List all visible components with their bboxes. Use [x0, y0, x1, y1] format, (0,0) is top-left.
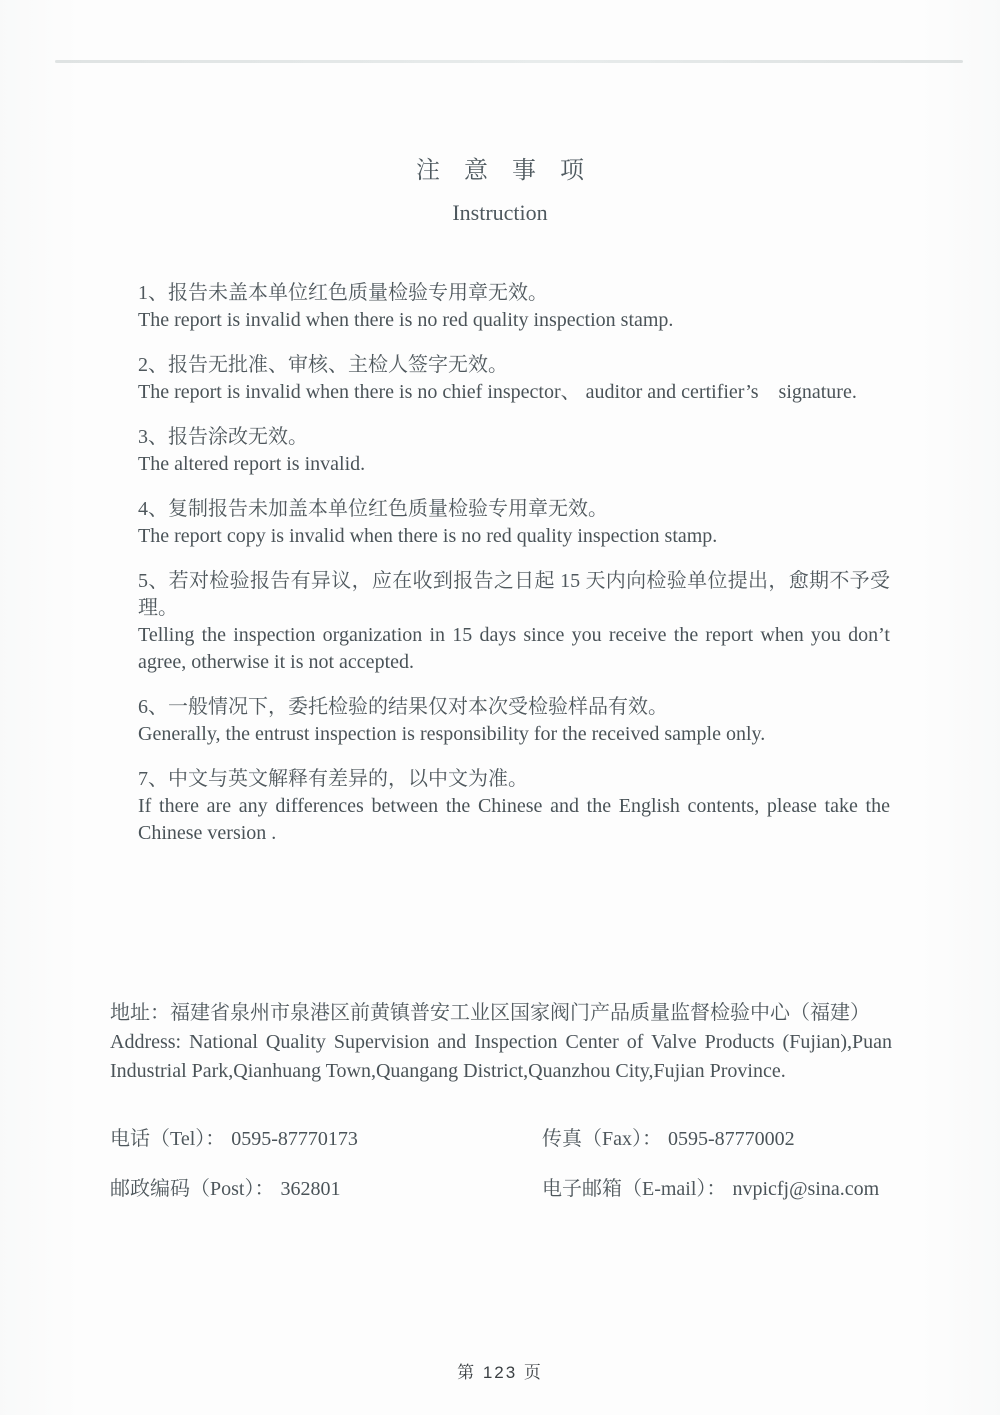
email-field	[542, 1172, 892, 1201]
list-item	[138, 424, 890, 478]
item-5-chinese: 5、若对检验报告有异议，应在收到报告之日起 15 天内向检验单位提出，愈期不予受理。	[138, 570, 890, 619]
item-1-english: The report is invalid when there is no red quality inspection stamp.	[138, 309, 674, 331]
postcode-field	[110, 1172, 542, 1201]
item-6-english: Generally, the entrust inspection is responsibility for the received sample only.	[138, 723, 766, 745]
email-label: 电子邮箱（E-mail）：	[542, 1178, 727, 1200]
item-3-english: The altered report is invalid.	[138, 453, 366, 475]
telephone-label: 电话（Tel）：	[110, 1128, 226, 1150]
list-item	[138, 568, 890, 676]
item-2-chinese: 2、报告无批准、审核、主检人签字无效。	[138, 354, 508, 376]
item-5-english: Telling the inspection organization in 15 days since you receive the report when you don’t agree, otherwise it is not accepted.	[138, 624, 890, 673]
telephone-field	[110, 1122, 542, 1151]
address-block	[110, 998, 892, 1086]
fax-label: 传真（Fax）：	[542, 1128, 662, 1150]
address-english: Address: National Quality Supervision and Inspection Center of Valve Products (Fujian),Puan Industrial Park,Qianhuang Town,Quangang District,Quanzhou City,Fujian Province.	[110, 1031, 892, 1082]
list-item	[138, 280, 890, 334]
item-4-chinese: 4、复制报告未加盖本单位红色质量检验专用章无效。	[138, 498, 608, 520]
telephone-value: 0595-87770173	[231, 1128, 358, 1150]
page-title-chinese: 注 意 事 项	[416, 158, 584, 184]
contact-row-tel-fax	[110, 1122, 892, 1151]
list-item	[138, 766, 890, 847]
scan-artifact-line	[55, 60, 963, 63]
fax-field	[542, 1122, 892, 1151]
page-number: 第 123 页	[457, 1363, 543, 1382]
item-7-english: If there are any differences between the Chinese and the English contents, please take the Chinese version .	[138, 795, 890, 844]
list-item	[138, 496, 890, 550]
email-value: nvpicfj@sina.com	[732, 1178, 880, 1200]
postcode-label: 邮政编码（Post）：	[110, 1178, 275, 1200]
fax-value: 0595-87770002	[668, 1128, 795, 1150]
postcode-value: 362801	[280, 1178, 341, 1200]
item-6-chinese: 6、一般情况下，委托检验的结果仅对本次受检验样品有效。	[138, 696, 668, 718]
address-chinese: 地址：福建省泉州市泉港区前黄镇普安工业区国家阀门产品质量监督检验中心（福建）	[110, 1002, 870, 1024]
page-title-english: Instruction	[452, 200, 548, 225]
list-item	[138, 694, 890, 748]
item-3-chinese: 3、报告涂改无效。	[138, 426, 308, 448]
instruction-list	[138, 280, 890, 865]
list-item	[138, 352, 890, 406]
item-4-english: The report copy is invalid when there is no red quality inspection stamp.	[138, 525, 718, 547]
item-7-chinese: 7、中文与英文解释有差异的，以中文为准。	[138, 768, 528, 790]
item-2-english: The report is invalid when there is no chief inspector、 auditor and certifier’s signature.	[138, 381, 857, 403]
contact-row-post-email	[110, 1172, 892, 1201]
item-1-chinese: 1、报告未盖本单位红色质量检验专用章无效。	[138, 282, 548, 304]
